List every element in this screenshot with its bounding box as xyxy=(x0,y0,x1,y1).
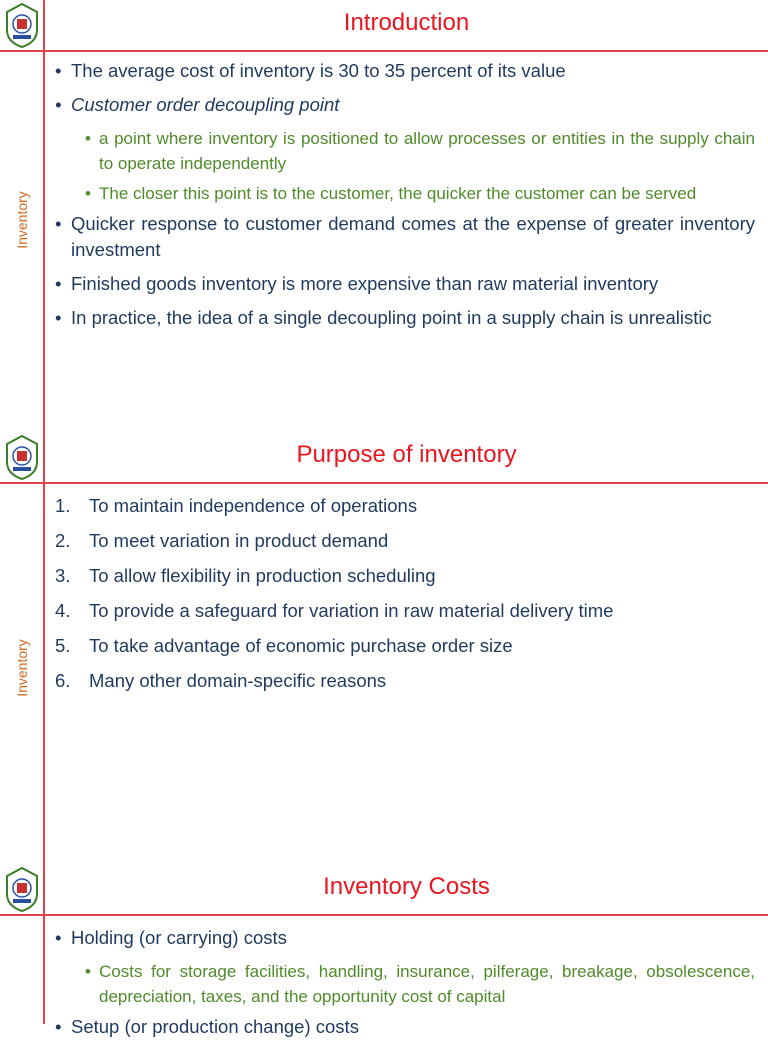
slide-content xyxy=(55,58,755,339)
slide-introduction xyxy=(0,0,768,434)
bullet: • Setup (or production change) costs xyxy=(55,1014,755,1040)
side-label: Inventory xyxy=(14,639,30,697)
bullet: • In practice, the idea of a single decoupling point in a supply chain is unrealistic xyxy=(55,305,755,331)
horizontal-rule xyxy=(0,50,768,52)
slide-title: Purpose of inventory xyxy=(296,441,517,468)
list-item: 5. To take advantage of economic purchase order size xyxy=(55,635,513,656)
sub-bullet: • The closer this point is to the customer, the quicker the customer can be served xyxy=(85,181,755,206)
institute-logo xyxy=(3,2,41,48)
sub-bullet: • a point where inventory is positioned to allow processes or entities in the supply chain to operate independently xyxy=(85,126,755,176)
bullet: • Holding (or carrying) costs xyxy=(55,925,755,951)
slide-purpose-of-inventory xyxy=(0,432,768,866)
institute-logo xyxy=(3,866,41,912)
slide-content xyxy=(55,493,755,703)
vertical-rule xyxy=(43,432,45,866)
institute-logo xyxy=(3,434,41,480)
list-item: 6. Many other domain-specific reasons xyxy=(55,670,387,691)
horizontal-rule xyxy=(0,914,768,916)
slide-title: Inventory Costs xyxy=(323,873,490,900)
bullet: • Finished goods inventory is more expensive than raw material inventory xyxy=(55,271,755,297)
side-label: Inventory xyxy=(14,191,30,249)
list-item: 2. To meet variation in product demand xyxy=(55,530,389,551)
list-item: 4. To provide a safeguard for variation in raw material delivery time xyxy=(55,600,614,621)
slide-content xyxy=(55,925,755,1048)
list-item: 3. To allow flexibility in production scheduling xyxy=(55,565,436,586)
slide-inventory-costs xyxy=(0,864,768,1037)
bullet: • Quicker response to customer demand comes at the expense of greater inventory investment xyxy=(55,211,755,263)
list-item: 1. To maintain independence of operations xyxy=(55,495,418,516)
horizontal-rule xyxy=(0,482,768,484)
vertical-rule xyxy=(43,0,45,434)
bullet: • The average cost of inventory is 30 to 35 percent of its value xyxy=(55,58,755,84)
slide-title: Introduction xyxy=(343,9,470,36)
sub-bullet: • Costs for storage facilities, handling, insurance, pilferage, breakage, obsolescence, depreciation, taxes, and the opportunity cost of capital xyxy=(85,959,755,1009)
bullet: • Customer order decoupling point xyxy=(55,92,755,118)
